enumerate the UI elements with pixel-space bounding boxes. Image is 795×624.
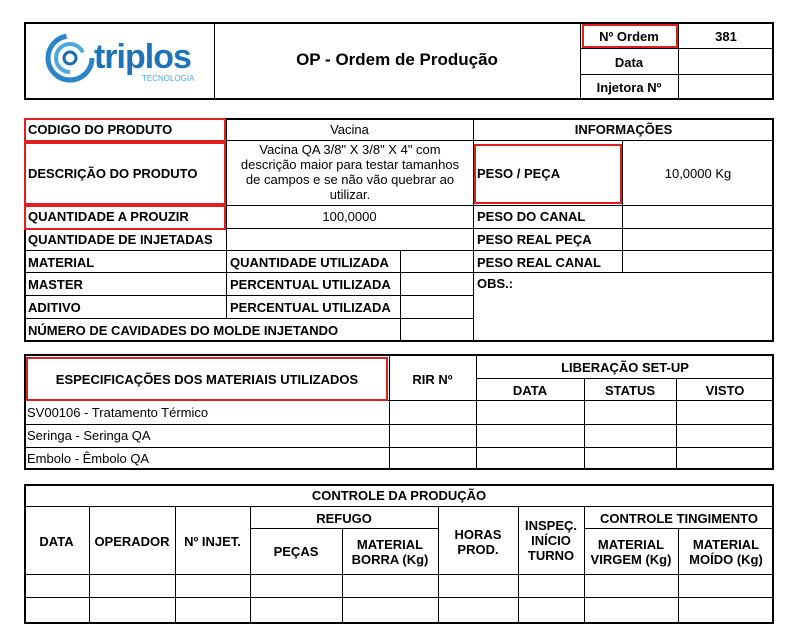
liberacao-status-label: STATUS (604, 383, 656, 398)
quantidade-value: 100,0000 (322, 209, 377, 224)
peso-canal-label: PESO DO CANAL (477, 209, 586, 224)
logo-swirl-icon (42, 30, 98, 86)
cavidades-label: NÚMERO DE CAVIDADES DO MOLDE INJETANDO (28, 323, 339, 338)
material-borra-label: MATERIAL BORRA (Kg) (351, 537, 429, 567)
inspec-label: INSPEÇ. INÍCIO TURNO (524, 518, 577, 563)
refugo-label: REFUGO (316, 511, 372, 526)
page-title: OP - Ordem de Produção (296, 50, 498, 69)
descricao-label: DESCRIÇÃO DO PRODUTO (28, 166, 198, 181)
controle-data-label: DATA (39, 534, 74, 549)
quantidade-label: QUANTIDADE A PROUZIR (28, 209, 189, 224)
liberacao-data-label: DATA (512, 383, 548, 398)
material-virgem-label: MATERIAL VIRGEM (Kg) (590, 537, 672, 567)
descricao-value: Vacina QA 3/8" X 3/8" X 4" com descrição maior para testar tamanhos de campos e se não vão quebrar ao utilizar. (240, 142, 460, 202)
injetora-label: Injetora Nº (596, 80, 662, 95)
peso-peca-value: 10,0000 Kg (664, 166, 732, 181)
injetadas-label: QUANTIDADE DE INJETADAS (28, 232, 213, 247)
peso-real-peca-label: PESO REAL PEÇA (477, 232, 592, 247)
material-row-3: Embolo - Êmbolo QA (27, 451, 150, 466)
company-logo (38, 28, 208, 88)
peso-peca-label: PESO / PEÇA (477, 166, 561, 181)
material-row-2: Seringa - Seringa QA (27, 428, 151, 443)
ordem-label: Nº Ordem (599, 29, 659, 44)
informacoes-title: INFORMAÇÕES (574, 122, 673, 137)
codigo-label: CODIGO DO PRODUTO (28, 122, 173, 137)
operador-label: OPERADOR (94, 534, 170, 549)
liberacao-label: LIBERAÇÃO SET-UP (561, 360, 689, 375)
liberacao-visto-label: VISTO (705, 383, 745, 398)
pecas-label: PEÇAS (273, 544, 319, 559)
injet-label: Nº INJET. (184, 534, 241, 549)
horas-prod-label: HORAS PROD. (454, 527, 502, 557)
material-row-1: SV00106 - Tratamento Térmico (27, 405, 209, 420)
material-moido-label: MATERIAL MOÍDO (Kg) (689, 537, 763, 567)
tingimento-label: CONTROLE TINGIMENTO (600, 511, 758, 526)
aditivo-label: ADITIVO (28, 300, 81, 315)
codigo-value: Vacina (330, 122, 369, 137)
logo-text: triplos (94, 38, 191, 76)
data-label: Data (614, 55, 644, 70)
obs-label: OBS.: (477, 276, 514, 291)
ordem-value: 381 (715, 29, 737, 44)
rir-label: RIR Nº (412, 372, 453, 387)
logo-subtext: TECNOLOGIA (142, 74, 195, 83)
perc-utilizada-label-2: PERCENTUAL UTILIZADA (230, 300, 391, 315)
controle-title: CONTROLE DA PRODUÇÃO (311, 488, 487, 503)
perc-utilizada-label-1: PERCENTUAL UTILIZADA (230, 277, 391, 292)
peso-real-canal-label: PESO REAL CANAL (477, 255, 601, 270)
materiais-title: ESPECIFICAÇÕES DOS MATERIAIS UTILIZADOS (55, 372, 359, 387)
master-label: MASTER (28, 277, 83, 292)
qtd-utilizada-label: QUANTIDADE UTILIZADA (230, 255, 389, 270)
material-label: MATERIAL (28, 255, 95, 270)
